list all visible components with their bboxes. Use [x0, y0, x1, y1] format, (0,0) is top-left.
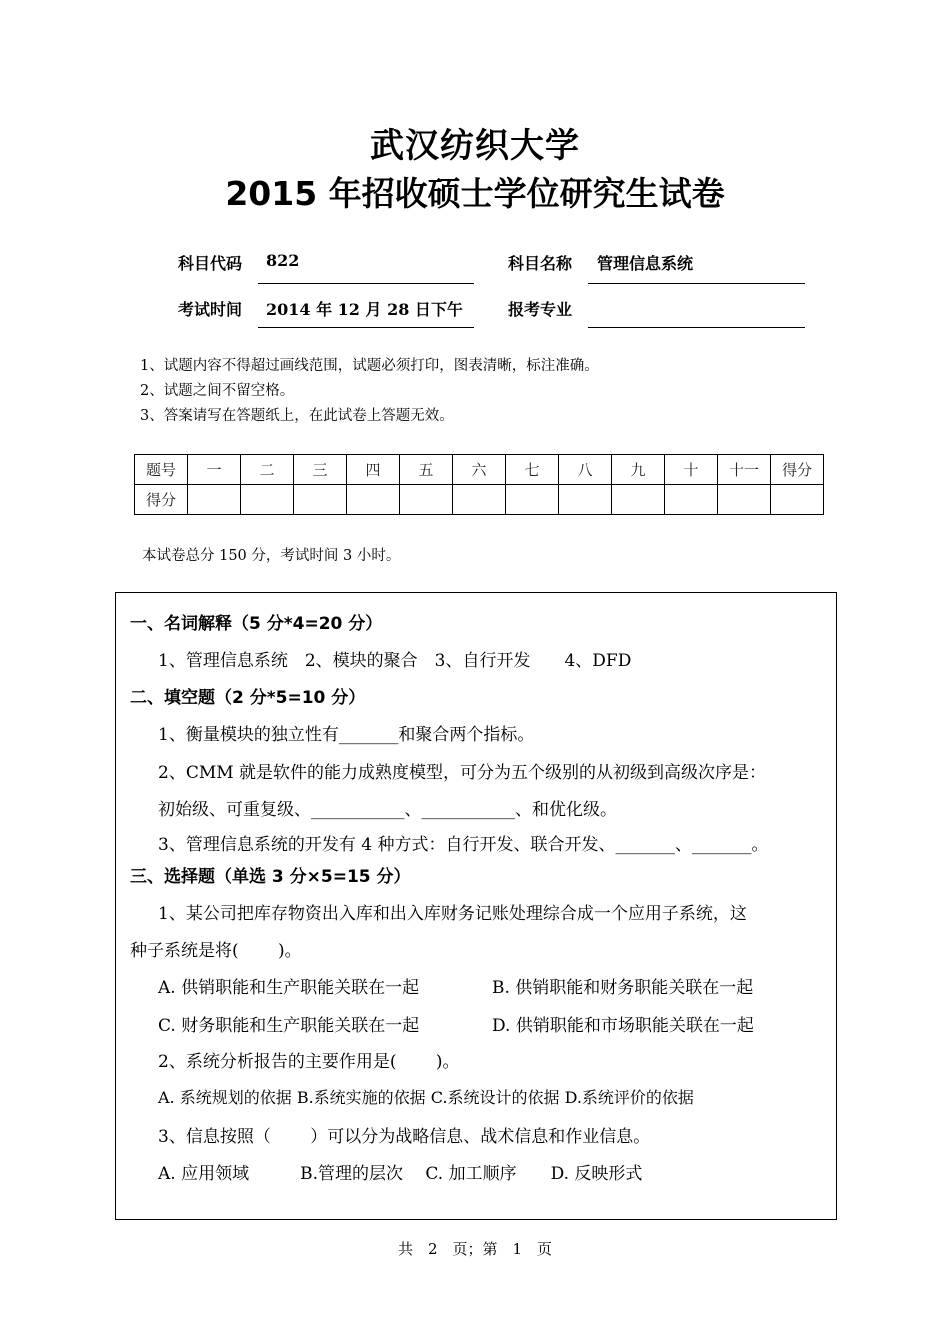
exam-university-title: 武汉纺织大学 — [370, 126, 580, 166]
score-header-cell: 七 — [506, 455, 559, 485]
score-cell — [241, 485, 294, 515]
exam-paper-title: 2015 年招收硕士学位研究生试卷 — [225, 174, 725, 213]
section-2-question-3: 3、管理信息系统的开发有 4 种方式：自行开发、联合开发、_______、_______。 — [158, 835, 769, 855]
score-header-cell: 一 — [188, 455, 241, 485]
score-header-cell: 得分 — [771, 455, 824, 485]
option-c: C. 财务职能和生产职能关联在一起 — [158, 1016, 420, 1036]
score-cell — [506, 485, 559, 515]
score-header-cell: 二 — [241, 455, 294, 485]
section-1-title: 一、名词解释（5 分*4=20 分） — [130, 614, 383, 634]
score-cell — [612, 485, 665, 515]
section-2-question-1: 1、衡量模块的独立性有_______和聚合两个指标。 — [158, 725, 535, 745]
note-item: 1、试题内容不得超过画线范围，试题必须打印，图表清晰，标注准确。 — [140, 358, 599, 374]
score-cell — [347, 485, 400, 515]
subject-code-underline — [258, 283, 474, 284]
section-3-question-2-options: A. 系统规划的依据 B.系统实施的依据 C.系统设计的依据 D.系统评价的依据 — [158, 1088, 694, 1107]
score-table-score-row — [135, 485, 824, 515]
note-item: 2、试题之间不留空格。 — [140, 383, 295, 399]
major-label: 报考专业 — [508, 300, 573, 319]
section-3-question-1: 1、某公司把库存物资出入库和出入库财务记账处理综合成一个应用子系统，这 — [158, 904, 747, 924]
section-3-question-3-options: A. 应用领域 B.管理的层次 C. 加工顺序 D. 反映形式 — [158, 1164, 643, 1184]
subject-name-label: 科目名称 — [508, 254, 573, 273]
score-header-cell: 十一 — [718, 455, 771, 485]
score-cell — [188, 485, 241, 515]
section-1-items: 1、管理信息系统 2、模块的聚合 3、自行开发 4、DFD — [158, 651, 632, 671]
subject-code-value: 822 — [266, 251, 300, 270]
score-header-cell: 八 — [559, 455, 612, 485]
section-3-title: 三、选择题（单选 3 分×5=15 分） — [130, 867, 411, 887]
section-2-question-2-cont: 初始级、可重复级、___________、___________、和优化级。 — [158, 800, 617, 820]
score-header-cell: 四 — [347, 455, 400, 485]
section-2-title: 二、填空题（2 分*5=10 分） — [130, 688, 366, 708]
option-d: D. 供销职能和市场职能关联在一起 — [492, 1016, 754, 1036]
section-3-question-1-cont: 种子系统是将( )。 — [130, 941, 302, 961]
exam-notes — [140, 354, 599, 429]
section-2-question-2: 2、CMM 就是软件的能力成熟度模型，可分为五个级别的从初级到高级次序是： — [158, 763, 767, 783]
subject-name-underline — [588, 283, 805, 284]
score-cell — [453, 485, 506, 515]
page-footer: 共 2 页；第 1 页 — [397, 1240, 553, 1258]
subject-name-value: 管理信息系统 — [597, 254, 694, 273]
score-cell — [559, 485, 612, 515]
score-header-cell: 九 — [612, 455, 665, 485]
score-header-cell: 三 — [294, 455, 347, 485]
score-table — [134, 454, 824, 515]
major-underline — [588, 327, 805, 328]
section-3-question-3: 3、信息按照（ ）可以分为战略信息、战术信息和作业信息。 — [158, 1127, 651, 1147]
score-cell — [665, 485, 718, 515]
score-header-cell: 六 — [453, 455, 506, 485]
score-row-label: 得分 — [135, 485, 188, 515]
exam-time-label: 考试时间 — [178, 300, 243, 319]
score-header-cell: 十 — [665, 455, 718, 485]
exam-time-underline — [258, 327, 474, 328]
score-header-cell: 五 — [400, 455, 453, 485]
score-cell — [771, 485, 824, 515]
total-score-note: 本试卷总分 150 分，考试时间 3 小时。 — [142, 548, 401, 564]
score-cell — [400, 485, 453, 515]
note-item: 3、答案请写在答题纸上，在此试卷上答题无效。 — [140, 408, 454, 424]
option-b: B. 供销职能和财务职能关联在一起 — [492, 978, 754, 998]
option-a: A. 供销职能和生产职能关联在一起 — [158, 978, 420, 998]
score-header-cell: 题号 — [135, 455, 188, 485]
exam-time-value: 2014 年 12 月 28 日下午 — [266, 300, 463, 319]
score-cell — [294, 485, 347, 515]
score-table-header-row — [135, 455, 824, 485]
section-3-question-2: 2、系统分析报告的主要作用是( )。 — [158, 1052, 460, 1072]
score-cell — [718, 485, 771, 515]
subject-code-label: 科目代码 — [178, 254, 243, 273]
